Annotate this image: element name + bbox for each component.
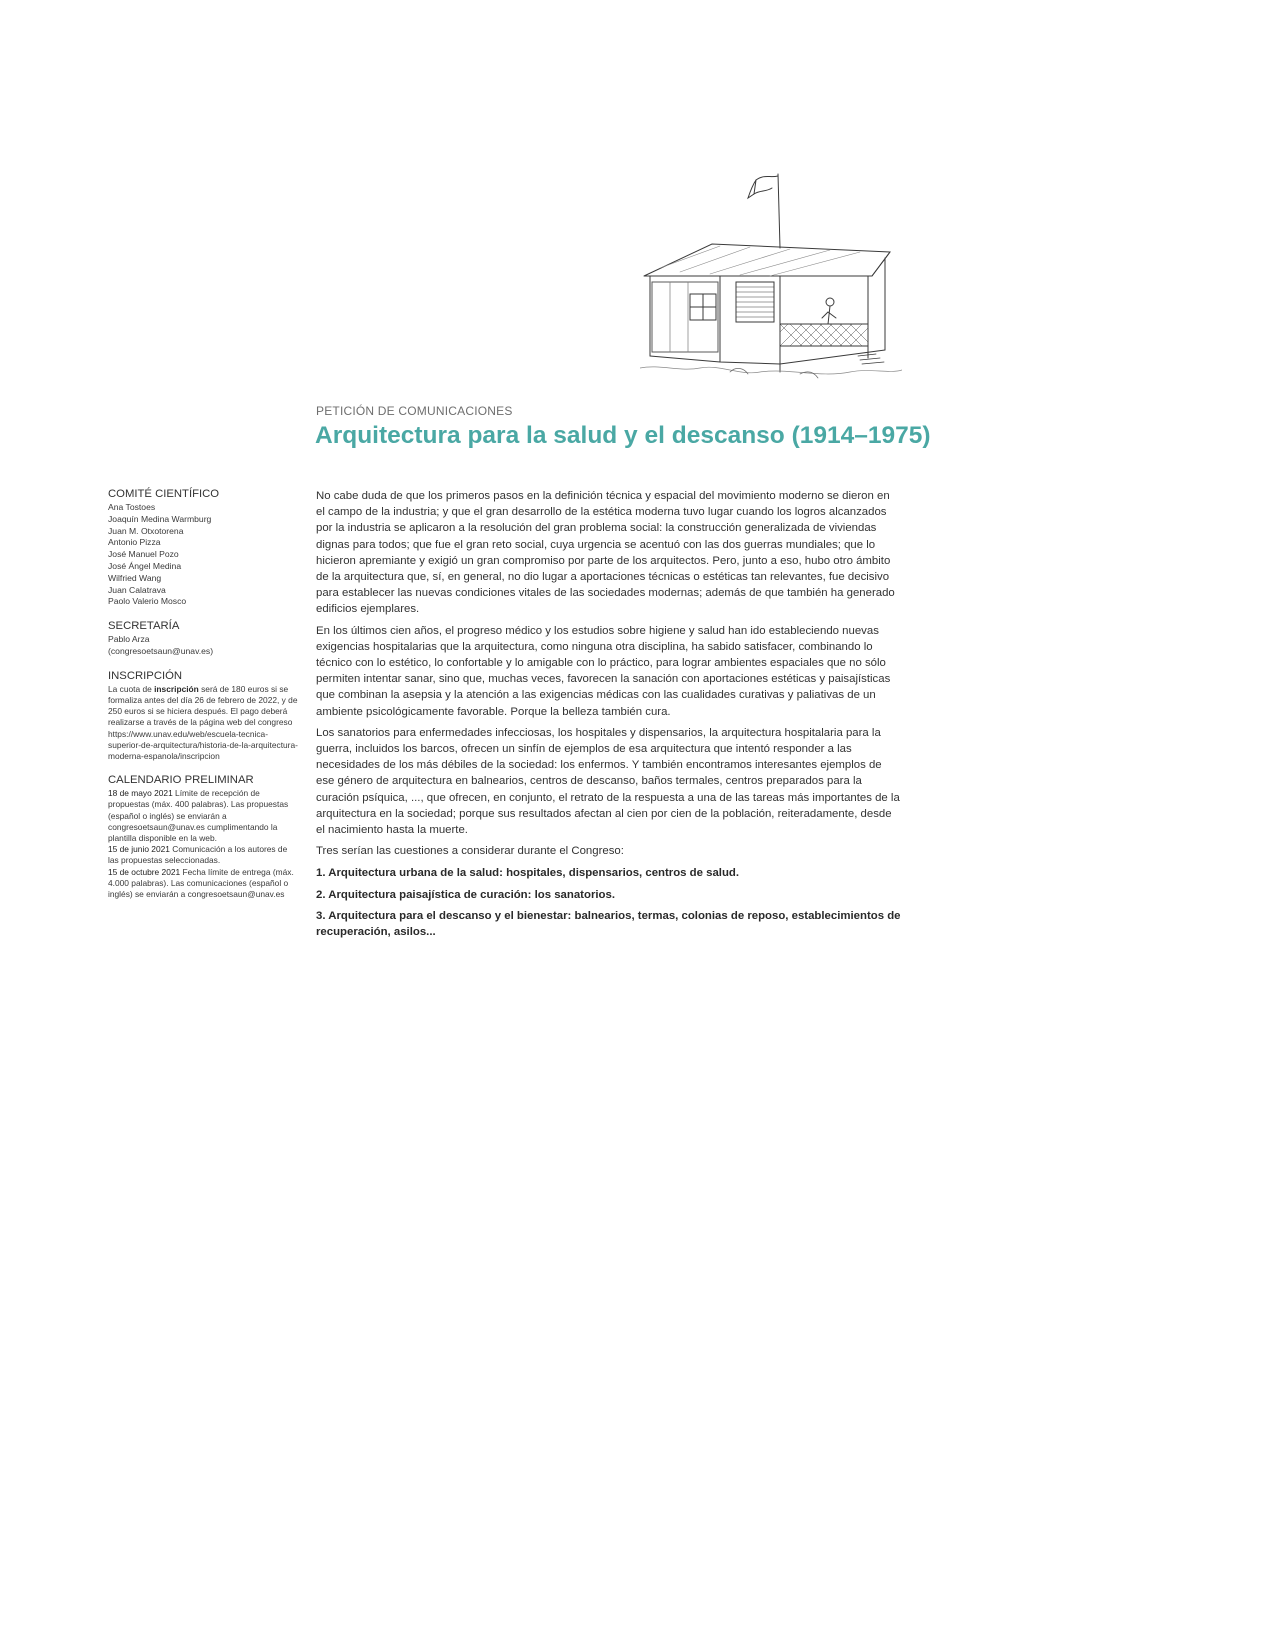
secretariat-name: Pablo Arza <box>108 634 150 645</box>
committee-list <box>108 502 298 608</box>
calendar-section <box>108 773 298 900</box>
calendar-date: 15 de junio 2021 <box>108 844 170 855</box>
calendar-date: 18 de mayo 2021 <box>108 788 173 799</box>
calendar-entry <box>108 844 298 866</box>
calendar-entry <box>108 867 298 901</box>
committee-member: Wilfried Wang <box>108 572 162 583</box>
secretariat-email[interactable]: (congresoetsaun@unav.es) <box>108 645 214 656</box>
committee-member: Antonio Pizza <box>108 537 161 548</box>
secretariat-section <box>108 619 298 658</box>
secretariat-list <box>108 634 298 658</box>
body-paragraph: Los sanatorios para enfermedades infecciosas, los hospitales y dispensarios, la arquitectura hospitalaria para la guerra, incluidos los barcos, ofrecen un sinfín de ejemplos de esa arquitectura que intentó responder a las necesidades de los más débiles de la sociedad: los enfermos. Y también encontramos interesantes ejemplos de ese género de arquitectura en balnearios, centros de descanso, baños termales, centros preparados para la curación psíquica, ..., que ofrecen, en conjunto, el retrato de la respuesta a una de las tareas más importantes de la arquitectura en la sociedad; porque sus resultados afectan al cien por cien de la población, reiteradamente, desde el nacimiento hasta la muerte. <box>316 726 900 837</box>
calendar-entry <box>108 788 298 844</box>
topic-item: 2. Arquitectura paisajística de curación: los sanatorios. <box>316 888 615 901</box>
registration-text-part: será de 180 euros si se formaliza antes del día 26 de febrero de 2022, y de 250 euros si se hiciera después. El pago deberá realizarse a través de la página web del congreso https://www.unav.edu/web/escuela-tecnica-superior-de-arquitectura/historia-de-la-arquitectura-moderna-espanola/inscripcion <box>108 683 298 761</box>
committee-member: Juan M. Otxotorena <box>108 525 184 536</box>
committee-member: Ana Tostoes <box>108 502 156 512</box>
page-title: Arquitectura para la salud y el descanso (1914–1975) <box>315 422 931 449</box>
sidebar <box>108 487 298 911</box>
committee-member: José Manuel Pozo <box>108 549 179 560</box>
body-paragraph: No cabe duda de que los primeros pasos en la definición técnica y espacial del movimiento moderno se dieron en el campo de la industria; y que el gran desarrollo de la estética moderna tuvo lugar cuando los logros alcanzados por la industria se aplicaron a la resolución del gran problema social: la construcción generalizada de viviendas dignas para todos; que fue el gran reto social, cuya urgencia se acentuó con las dos guerras mundiales; que lo hicieron apremiante y exigió un gran compromiso por parte de los arquitectos. Pero, junto a eso, hubo otro ámbito de la arquitectura que, sí, en general, no dio lugar a aportaciones técnicas o estéticas tan relevantes, fue decisivo para establecer las nuevas condiciones vitales de las sociedades modernas; además de que también ha generado edificios ejemplares. <box>316 490 895 616</box>
topic-item: 3. Arquitectura para el descanso y el bienestar: balnearios, termas, colonias de reposo, establecimientos de recuperación, asilos... <box>316 909 901 939</box>
registration-heading: INSCRIPCIÓN <box>108 669 183 682</box>
committee-heading: COMITÉ CIENTÍFICO <box>108 488 220 500</box>
calendar-text: Fecha límite de entrega (máx. 4.000 palabras). Las comunicaciones (español o inglés) se enviarán a congresoetsaun@unav.es <box>108 866 294 900</box>
registration-text-part: La cuota de <box>108 683 155 694</box>
calendar-text: Comunicación a los autores de las propuestas seleccionadas. <box>108 844 288 866</box>
committee-member: Paolo Valerio Mosco <box>108 596 187 607</box>
body-paragraph: En los últimos cien años, el progreso médico y los estudios sobre higiene y salud han ido estableciendo nuevas exigencias hospitalarias que la arquitectura, como ninguna otra disciplina, ha sabido satisfacer, combinando lo técnico con lo estético, lo confortable y lo amigable con lo práctico, para lograr ambientes espaciales que no sólo permiten intentar sanar, sino que, muchas veces, favorecen la sanación con aportaciones estéticas y paisajísticas que combinan la asepsia y la atención a las exigencias médicas con las cualidades curativas y paliativas de un ambiente psicológicamente favorable. Porque la belleza también cura. <box>316 624 891 718</box>
secretariat-heading: SECRETARÍA <box>108 620 180 633</box>
calendar-text: Límite de recepción de propuestas (máx. 400 palabras). Las propuestas (español o inglés) se enviarán a congresoetsaun@unav.es cumplimentando la plantilla disponible en la web. <box>108 788 289 843</box>
committee-member: Juan Calatrava <box>108 584 166 595</box>
committee-member: José Ángel Medina <box>108 560 182 571</box>
committee-member: Joaquín Medina Warmburg <box>108 513 212 524</box>
main-text <box>316 488 901 945</box>
topics-list <box>316 865 901 940</box>
section-overline: PETICIÓN DE COMUNICACIONES <box>316 404 513 418</box>
committee-section <box>108 487 298 608</box>
pavilion-sketch-icon <box>640 172 902 384</box>
calendar-heading: CALENDARIO PRELIMINAR <box>108 774 254 787</box>
registration-bold: inscripción <box>154 683 199 694</box>
topics-intro: Tres serían las cuestiones a considerar durante el Congreso: <box>316 845 624 858</box>
topic-item: 1. Arquitectura urbana de la salud: hospitales, dispensarios, centros de salud. <box>316 867 740 880</box>
registration-section <box>108 669 298 762</box>
registration-text <box>108 684 298 762</box>
calendar-date: 15 de octubre 2021 <box>108 866 181 877</box>
